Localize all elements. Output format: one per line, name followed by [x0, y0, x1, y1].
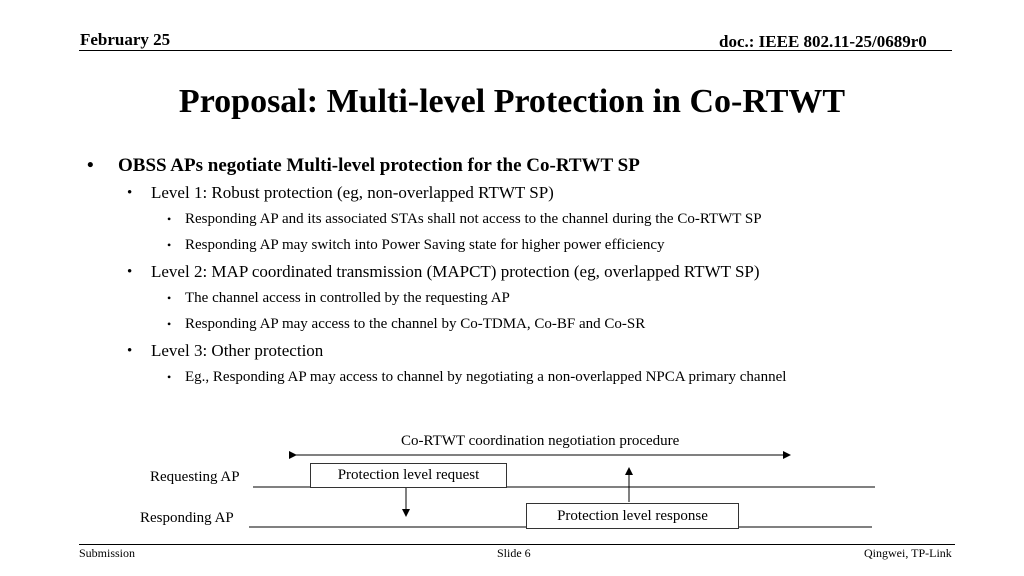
footer-slide-number: Slide 6 — [497, 546, 531, 560]
bullet-level2-sub: • The channel access in controlled by the requesting AP — [167, 290, 510, 306]
bullet-main: • OBSS APs negotiate Multi-level protection for the Co-RTWT SP — [87, 155, 640, 176]
bullet-level3-sub: • Eg., Responding AP may access to channel by negotiating a non-overlapped NPCA primary channel — [167, 369, 787, 385]
responding-ap-label: Responding AP — [140, 510, 234, 526]
bullet-level2: • Level 2: MAP coordinated transmission (MAPCT) protection (eg, overlapped RTWT SP) — [127, 262, 760, 281]
footer-author: Qingwei, TP-Link — [864, 546, 952, 560]
bullet-level3: • Level 3: Other protection — [127, 341, 324, 360]
slide-title: Proposal: Multi-level Protection in Co-RTWT — [178, 83, 846, 120]
bullet-level1-sub: • Responding AP and its associated STAs shall not access to the channel during the Co-RTWT SP — [167, 211, 762, 227]
header-date: February 25 — [80, 30, 171, 49]
requesting-ap-label: Requesting AP — [150, 469, 240, 485]
footer-submission: Submission — [79, 546, 136, 560]
procedure-label: Co-RTWT coordination negotiation procedure — [401, 433, 680, 449]
bullet-level1-sub: • Responding AP may switch into Power Saving state for higher power efficiency — [167, 237, 665, 253]
protection-level-request-box: Protection level request — [310, 463, 507, 488]
bullet-list — [87, 154, 947, 393]
protection-level-response-box: Protection level response — [526, 503, 739, 529]
header-divider — [79, 50, 952, 51]
bullet-level1: • Level 1: Robust protection (eg, non-overlapped RTWT SP) — [127, 183, 554, 202]
bullet-level2-sub: • Responding AP may access to the channel by Co-TDMA, Co-BF and Co-SR — [167, 316, 646, 332]
header-doc-id: doc.: IEEE 802.11-25/0689r0 — [719, 32, 927, 51]
footer-divider — [79, 544, 955, 545]
